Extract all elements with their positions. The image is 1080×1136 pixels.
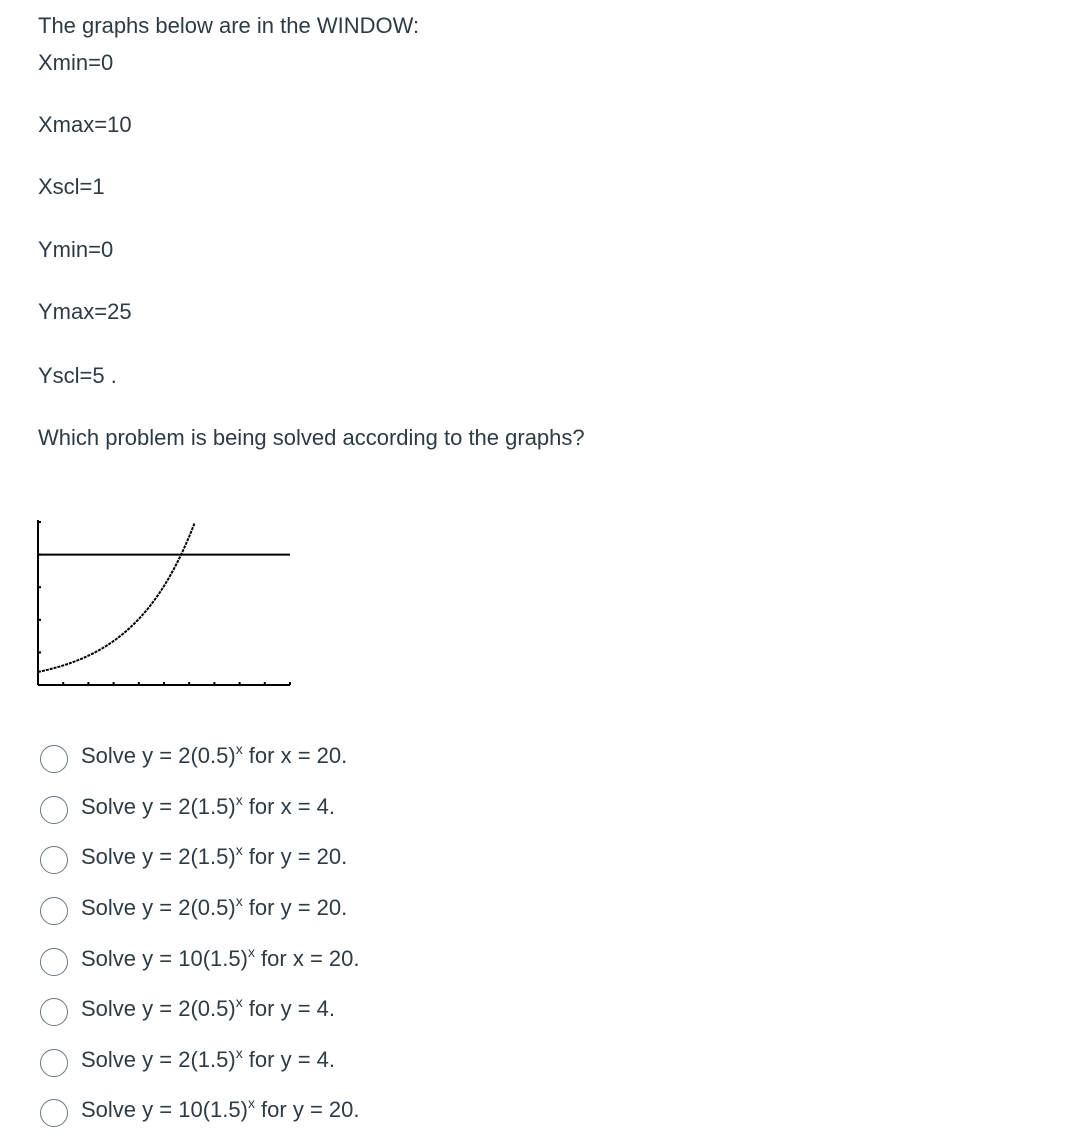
choice-label[interactable]: Solve $y = 10(1.5)^x$ for y = 20. <box>81 1095 360 1123</box>
choice-label[interactable]: Solve $y = 2(0.5)^x$ for x = 20. <box>81 741 348 769</box>
radio-button[interactable] <box>40 1049 68 1077</box>
window-yscl: Yscl=5 . <box>38 363 117 388</box>
choice-6[interactable] <box>40 984 360 1035</box>
exponential-curve <box>38 523 195 672</box>
question-intro: The graphs below are in the WINDOW: <box>38 13 420 38</box>
calculator-graph <box>36 518 292 690</box>
window-ymax: Ymax=25 <box>38 299 132 324</box>
window-xmin: Xmin=0 <box>38 50 114 75</box>
choice-label[interactable]: Solve $y = 2(1.5)^x$ for y = 4. <box>81 1044 336 1072</box>
choice-label[interactable]: Solve $y = 10(1.5)^x$ for x = 20. <box>81 943 360 971</box>
choice-label[interactable]: Solve $y = 2(0.5)^x$ for y = 20. <box>81 893 348 921</box>
radio-button[interactable] <box>40 1099 68 1127</box>
window-ymin: Ymin=0 <box>38 237 114 262</box>
choice-3[interactable] <box>40 832 360 883</box>
radio-button[interactable] <box>40 796 68 824</box>
choice-8[interactable] <box>40 1085 360 1136</box>
radio-button[interactable] <box>40 998 68 1026</box>
radio-button[interactable] <box>40 846 68 874</box>
choice-7[interactable] <box>40 1035 360 1086</box>
radio-button[interactable] <box>40 745 68 773</box>
radio-button[interactable] <box>40 897 68 925</box>
choice-2[interactable] <box>40 782 360 833</box>
choice-5[interactable] <box>40 933 360 984</box>
window-xscl: Xscl=1 <box>38 174 105 199</box>
choice-label[interactable]: Solve $y = 2(1.5)^x$ for x = 4. <box>81 791 336 819</box>
question-prompt: Which problem is being solved according to the graphs? <box>38 425 585 450</box>
window-xmax: Xmax=10 <box>38 112 132 137</box>
choice-4[interactable] <box>40 883 360 934</box>
choice-1[interactable] <box>40 731 360 782</box>
answer-choices <box>40 731 360 1136</box>
radio-button[interactable] <box>40 948 68 976</box>
choice-label[interactable]: Solve $y = 2(1.5)^x$ for y = 20. <box>81 842 348 870</box>
choice-label[interactable]: Solve $y = 2(0.5)^x$ for y = 4. <box>81 994 336 1022</box>
